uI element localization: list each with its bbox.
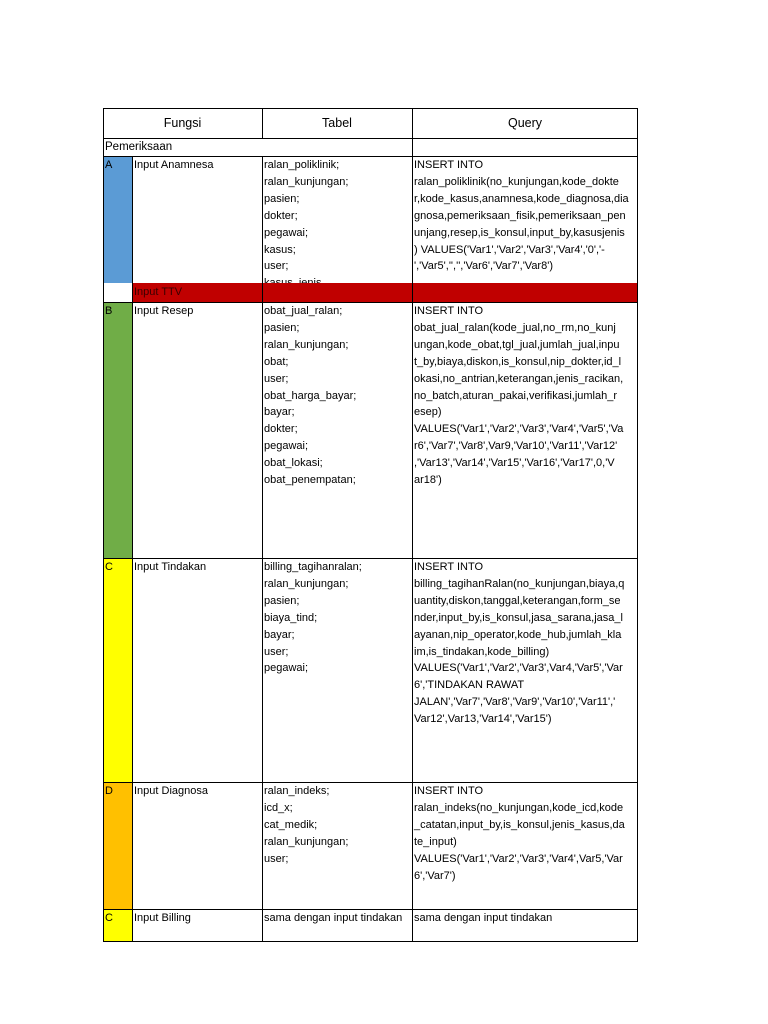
row-code: C [105, 912, 113, 924]
row-code: D [105, 785, 113, 797]
grid-line [103, 302, 638, 303]
row-tabel: sama dengan input tindakan [264, 912, 403, 924]
row-tabel: ralan_poliklinik; ralan_kunjungan; pasien; dokter; pegawai; kasus; user; [264, 159, 349, 273]
header-tabel: Tabel [322, 116, 352, 130]
row-fungsi: Input Anamnesa [134, 159, 214, 171]
spec-table [103, 108, 638, 942]
ttv-blank-cell [103, 283, 132, 302]
grid-line [412, 108, 413, 942]
header-query: Query [507, 116, 543, 130]
row-query: sama dengan input tindakan [414, 912, 553, 924]
grid-line [103, 558, 638, 559]
row-query: INSERT INTO ralan_indeks(no_kunjungan,kode_icd,kode _catatan,input_by,is_konsul,jenis_kasus,da te_input) VALUES('Var1','Var2','Var3','Var4',Var5,'Var 6','Var7') [414, 785, 625, 882]
grid-line [103, 108, 104, 942]
grid-line [262, 108, 263, 138]
row-code: A [105, 159, 113, 171]
row-code: C [105, 561, 113, 573]
row-query: INSERT INTO obat_jual_ralan(kode_jual,no_rm,no_kunj ungan,kode_obat,tgl_jual,jumlah_jual,inpu t_by,biaya,diskon,is_konsul,nip_dokter,id_l okasi,no_antrian,keterangan,jenis_racikan, no_batch,aturan_pakai,verifikasi,jumlah_r esep) VALUES('Var1','Var2','Var3','Var4','Var5','Va r6','Var7','Var8',Var9,'Var10','Var11','Var12' ,'Var13','Var14','Var15','Var16','Var17',0,'V ar18') [414, 305, 624, 487]
row-fungsi: Input Billing [134, 912, 191, 924]
row-fungsi: Input Tindakan [134, 561, 207, 573]
row-code-cell [103, 909, 132, 942]
row-tabel: billing_tagihanralan; ralan_kunjungan; pasien; biaya_tind; bayar; user; pegawai; [264, 561, 362, 675]
row-tabel: ralan_indeks; icd_x; cat_medik; ralan_kunjungan; user; [264, 785, 349, 865]
grid-line [103, 782, 638, 783]
grid-line [103, 156, 638, 157]
section-title: Pemeriksaan [105, 141, 173, 153]
row-code-cell [103, 156, 132, 283]
row-code-cell [103, 302, 132, 558]
header-fungsi: Fungsi [163, 116, 202, 130]
row-query: INSERT INTO ralan_poliklinik(no_kunjungan,kode_dokte r,kode_kasus,anamnesa,kode_diagnosa,dia gnosa,pemeriksaan_fisik,pemeriksaan_pen unjang,resep,is_konsul,input_by,kasusjenis ) VALUES('Var1','Var2','Var3','Var4','0','- ','Var5','','','Var6','Var7','Var8') [414, 159, 629, 273]
row-code-cell [103, 558, 132, 782]
grid-line [132, 156, 133, 942]
grid-line [637, 108, 638, 942]
row-query: INSERT INTO billing_tagihanRalan(no_kunjungan,biaya,q uantity,diskon,tanggal,keterangan,form_se nder,input_by,is_konsul,jasa_sarana,jasa_l ayanan,nip_operator,kode_hub,jumlah_kla im,is_tindakan,kode_billing) VALUES('Var1','Var2','Var3',Var4,'Var5','Var 6','TINDAKAN RAWAT JALAN','Var7','Var8','Var9','Var10','Var11',' Var12',Var13,'Var14','Var15') [414, 561, 625, 726]
grid-line [103, 941, 638, 942]
grid-line [103, 138, 638, 139]
row-code: B [105, 305, 113, 317]
grid-line [262, 156, 263, 942]
row-fungsi: Input Diagnosa [134, 785, 208, 797]
grid-line [103, 909, 638, 910]
grid-line [103, 108, 638, 109]
row-fungsi: Input TTV [134, 286, 183, 298]
row-fungsi: Input Resep [134, 305, 194, 317]
row-tabel: obat_jual_ralan; pasien; ralan_kunjungan; obat; user; obat_harga_bayar; bayar; dokter; pegawai; obat_lokasi; obat_penempatan; [264, 305, 357, 487]
row-code-cell [103, 782, 132, 909]
